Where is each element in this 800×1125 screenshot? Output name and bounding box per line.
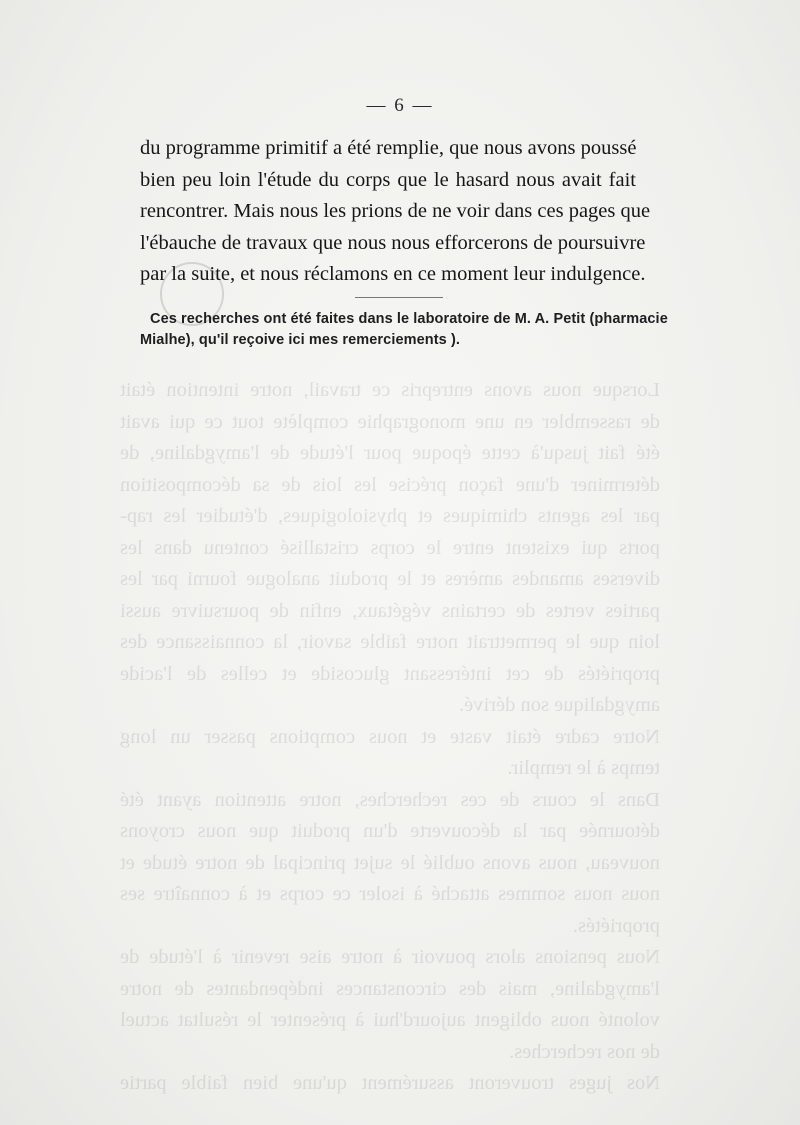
bleed-line: Notre cadre était vaste et nous comptions passer un long [120, 725, 660, 748]
bleed-line: de nos recherches. [509, 1040, 660, 1063]
footnote [140, 309, 668, 351]
bleed-line: nouveau, nous avons oublié le sujet principal de notre étude et [120, 851, 660, 874]
bleed-line: diverses amandes amères et le produit analogue fourni par les [120, 568, 660, 590]
footnote-divider [355, 297, 443, 298]
bleed-line: nous nous sommes attaché à isoler ce corps et à connaître ses [120, 883, 660, 905]
bleed-line: propriétés. [572, 914, 660, 937]
bleed-line: temps à le remplir. [507, 757, 660, 779]
bleed-line: ports qui existent entre le corps cristallisé contenu dans les [120, 536, 660, 559]
footnote-line: Mialhe), qu'il reçoive ici mes remerciements ). [140, 332, 461, 348]
main-paragraph [140, 133, 651, 291]
bleed-line: Lorsque nous avons entrepris ce travail, notre intention était [120, 379, 660, 401]
paragraph-line: rencontrer. Mais nous les prions de ne voir dans ces pages que [140, 200, 651, 222]
bleed-line: l'amygdaline, mais des circonstances indépendantes de notre [120, 977, 660, 1000]
bleed-through-text [120, 375, 660, 1100]
bleed-line: amygdalique son dérivé. [459, 694, 660, 716]
paragraph-line: l'ébauche de travaux que nous nous efforcerons de poursuivre [140, 231, 646, 254]
paragraph-line: du programme primitif a été remplie, que nous avons poussé [140, 137, 637, 159]
bleed-line: loin que le permettrait notre faible savoir, la connaissance des [120, 631, 660, 653]
bleed-line: déterminer d'une façon précise les lois de sa décomposition [120, 473, 660, 496]
bleed-line: parties vertes de certains végétaux, enfin de poursuivre aussi [120, 599, 660, 622]
bleed-line: été fait jusqu'à cette époque pour l'étude de l'amygdaline, de [120, 442, 660, 464]
footnote-line: Ces recherches ont été faites dans le laboratoire de M. A. Petit (pharmacie [150, 311, 668, 327]
paragraph-line: par la suite, et nous réclamons en ce moment leur indulgence. [140, 263, 646, 285]
bleed-line: détournée par la découverte d'un produit que nous croyons [120, 820, 660, 842]
bleed-line: Dans le cours de ces recherches, notre attention ayant été [120, 788, 660, 811]
page-number: — 6 — [366, 95, 434, 116]
bleed-line: Nos juges trouveront assurément qu'une bien faible partie [120, 1072, 660, 1094]
paragraph-line: bien peu loin l'étude du corps que le hasard nous avait fait [140, 168, 636, 191]
bleed-line: Nous pensions alors pouvoir à notre aise revenir à l'étude de [120, 946, 660, 968]
bleed-line: par les agents chimiques et physiologiques, d'étudier les rap- [120, 505, 660, 527]
bleed-line: propriétés de cet intéressant glucoside et celles de l'acide [120, 662, 660, 685]
bleed-line: volonté nous obligent aujourd'hui à présenter le résultat actuel [120, 1009, 660, 1031]
bleed-line: de rassembler en une monographie complète tout ce qui avait [120, 410, 660, 433]
